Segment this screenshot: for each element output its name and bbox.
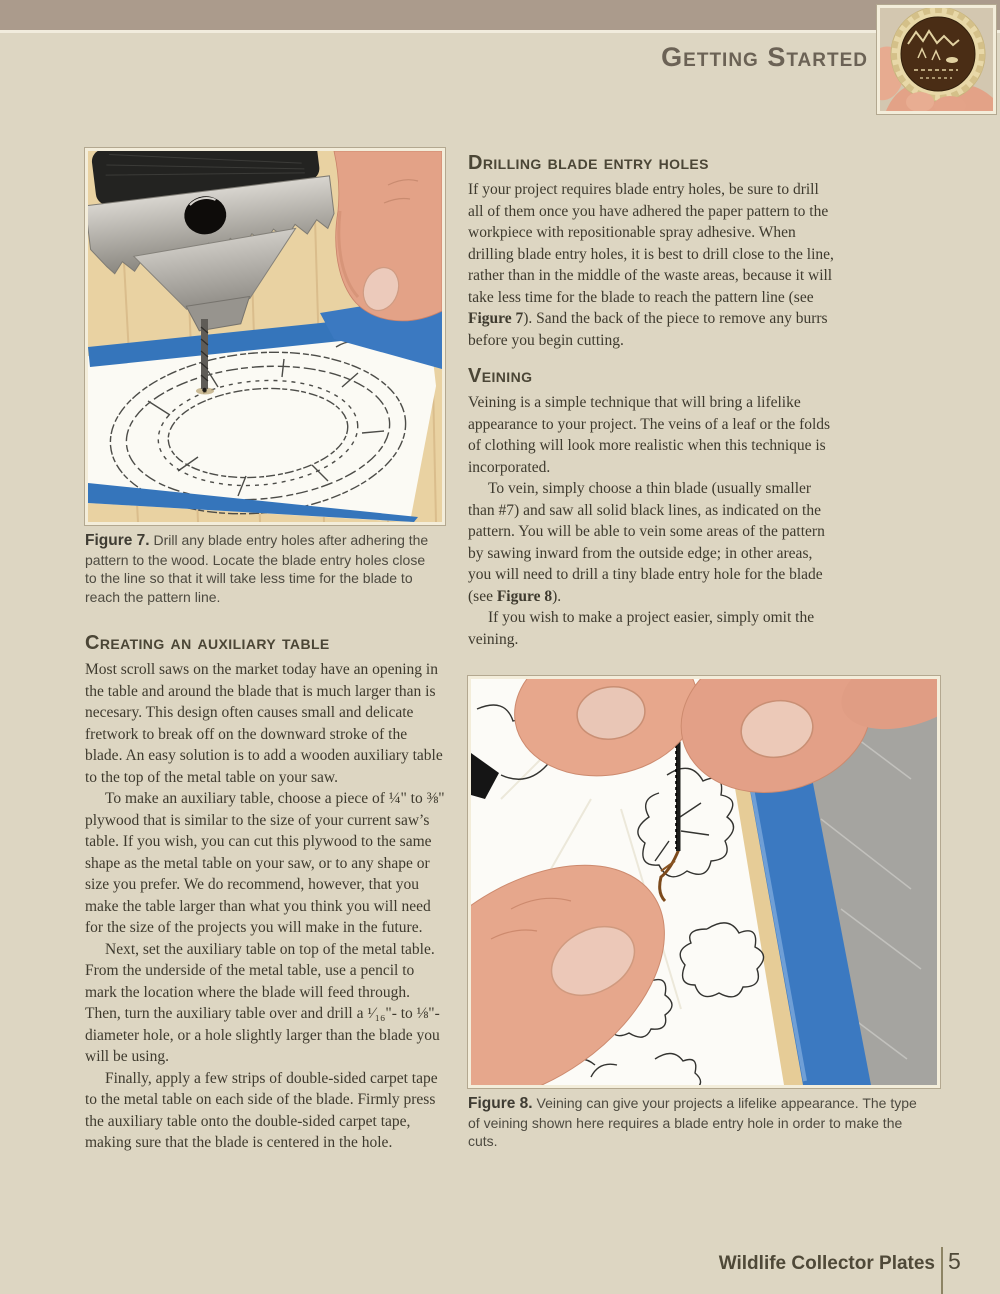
figure7-illustration bbox=[88, 151, 442, 522]
footer-book-title: Wildlife Collector Plates bbox=[718, 1253, 935, 1274]
figure7-caption-text: Drill any blade entry holes after adhering the pattern to the wood. Locate the blade entry holes close to the line so that it will take less time for the blade to reach the pattern line. bbox=[85, 532, 429, 605]
figure8-image bbox=[468, 676, 940, 1088]
section-heading-veining: Veining bbox=[468, 365, 533, 387]
figure8-caption bbox=[468, 1094, 931, 1151]
top-bar-divider bbox=[0, 30, 1000, 33]
paragraph: If you wish to make a project easier, simply omit the veining. bbox=[468, 609, 815, 648]
paragraph-text: ). bbox=[552, 587, 562, 605]
header-photo bbox=[877, 5, 996, 114]
figure8-reference: Figure 8 bbox=[496, 587, 553, 605]
paragraph-text: If your project requires blade entry holes, be sure to drill all of them once you have adhered the paper pattern to the workpiece with repositionable spray adhesive. When drilling blade entry holes, it is best to drill close to the line, rather than in the middle of the waste areas, because it will take less time for the blade to reach the pattern line (see bbox=[468, 181, 834, 306]
figure8-caption-text: Veining can give your projects a lifelike appearance. The type of veining shown here requires a blade entry hole in order to make the cuts. bbox=[468, 1095, 917, 1149]
figure7-caption bbox=[85, 531, 438, 606]
section-heading-auxiliary-table: Creating an auxiliary table bbox=[85, 632, 330, 654]
footer-page-number: 5 bbox=[948, 1248, 961, 1274]
paragraph-text: ). Sand the back of the piece to remove any burrs before you begin cutting. bbox=[468, 310, 828, 349]
paragraph: Next, set the auxiliary table on top of the metal table. From the underside of the metal table, use a pencil to mark the location where the blade will feed through. Then, turn the auxiliary table over and drill a ¹⁄₁₆"- to ⅛"-diameter hole, or a hole slightly larger than the blade you will be using. bbox=[85, 940, 440, 1065]
paragraph bbox=[468, 179, 836, 351]
figure7-reference: Figure 7 bbox=[468, 310, 524, 327]
figure7-label: Figure 7. bbox=[85, 532, 150, 549]
paragraph: Veining is a simple technique that will bring a lifelike appearance to your project. The veins of a leaf or the folds of clothing will look more realistic when this technique is incorporated. bbox=[468, 394, 831, 476]
paragraph bbox=[468, 478, 836, 607]
figure8-illustration bbox=[471, 679, 937, 1085]
top-bar bbox=[0, 0, 1000, 30]
blade-entry-hole bbox=[202, 388, 206, 392]
paragraph: To make an auxiliary table, choose a piece of ¼" to ⅜" plywood that is similar to the size of your current saw’s table. If you wish, you can cut this plywood to the same shape as the metal table on your saw, or to any shape or size you prefer. We do recommend, however, that you make the table larger than what you think you will need for the size of the projects you will make in the future. bbox=[85, 790, 445, 936]
left-column bbox=[85, 148, 445, 1154]
figure7-image bbox=[85, 148, 445, 525]
section-heading-drilling: Drilling blade entry holes bbox=[468, 152, 709, 174]
page-title: Getting Started bbox=[661, 42, 868, 72]
right-column bbox=[468, 152, 940, 1151]
figure8-label: Figure 8. bbox=[468, 1095, 533, 1112]
thumb bbox=[334, 151, 442, 321]
paragraph: Finally, apply a few strips of double-sided carpet tape to the metal table on each side of the blade. Firmly press the auxiliary table onto the double-sided carpet tape, making sure that the blade is centered in the hole. bbox=[85, 1069, 438, 1151]
paragraph: Most scroll saws on the market today have an opening in the table and around the blade that is much larger than is necesary. This design often causes small and delicate fretwork to break off on the downward stroke of the blade. An easy solution is to add a wooden auxiliary table to the top of the metal table on your saw. bbox=[85, 661, 443, 786]
footer-divider bbox=[941, 1247, 943, 1294]
carved-plate-image bbox=[880, 8, 993, 111]
paragraph-text: To vein, simply choose a thin blade (usually smaller than #7) and saw all solid black lines, as indicated on the pattern. You will be able to vein some areas of the pattern by sawing inward from the outside edge; in other areas, you will need to drill a tiny blade entry hole for the blade (see bbox=[468, 480, 825, 605]
